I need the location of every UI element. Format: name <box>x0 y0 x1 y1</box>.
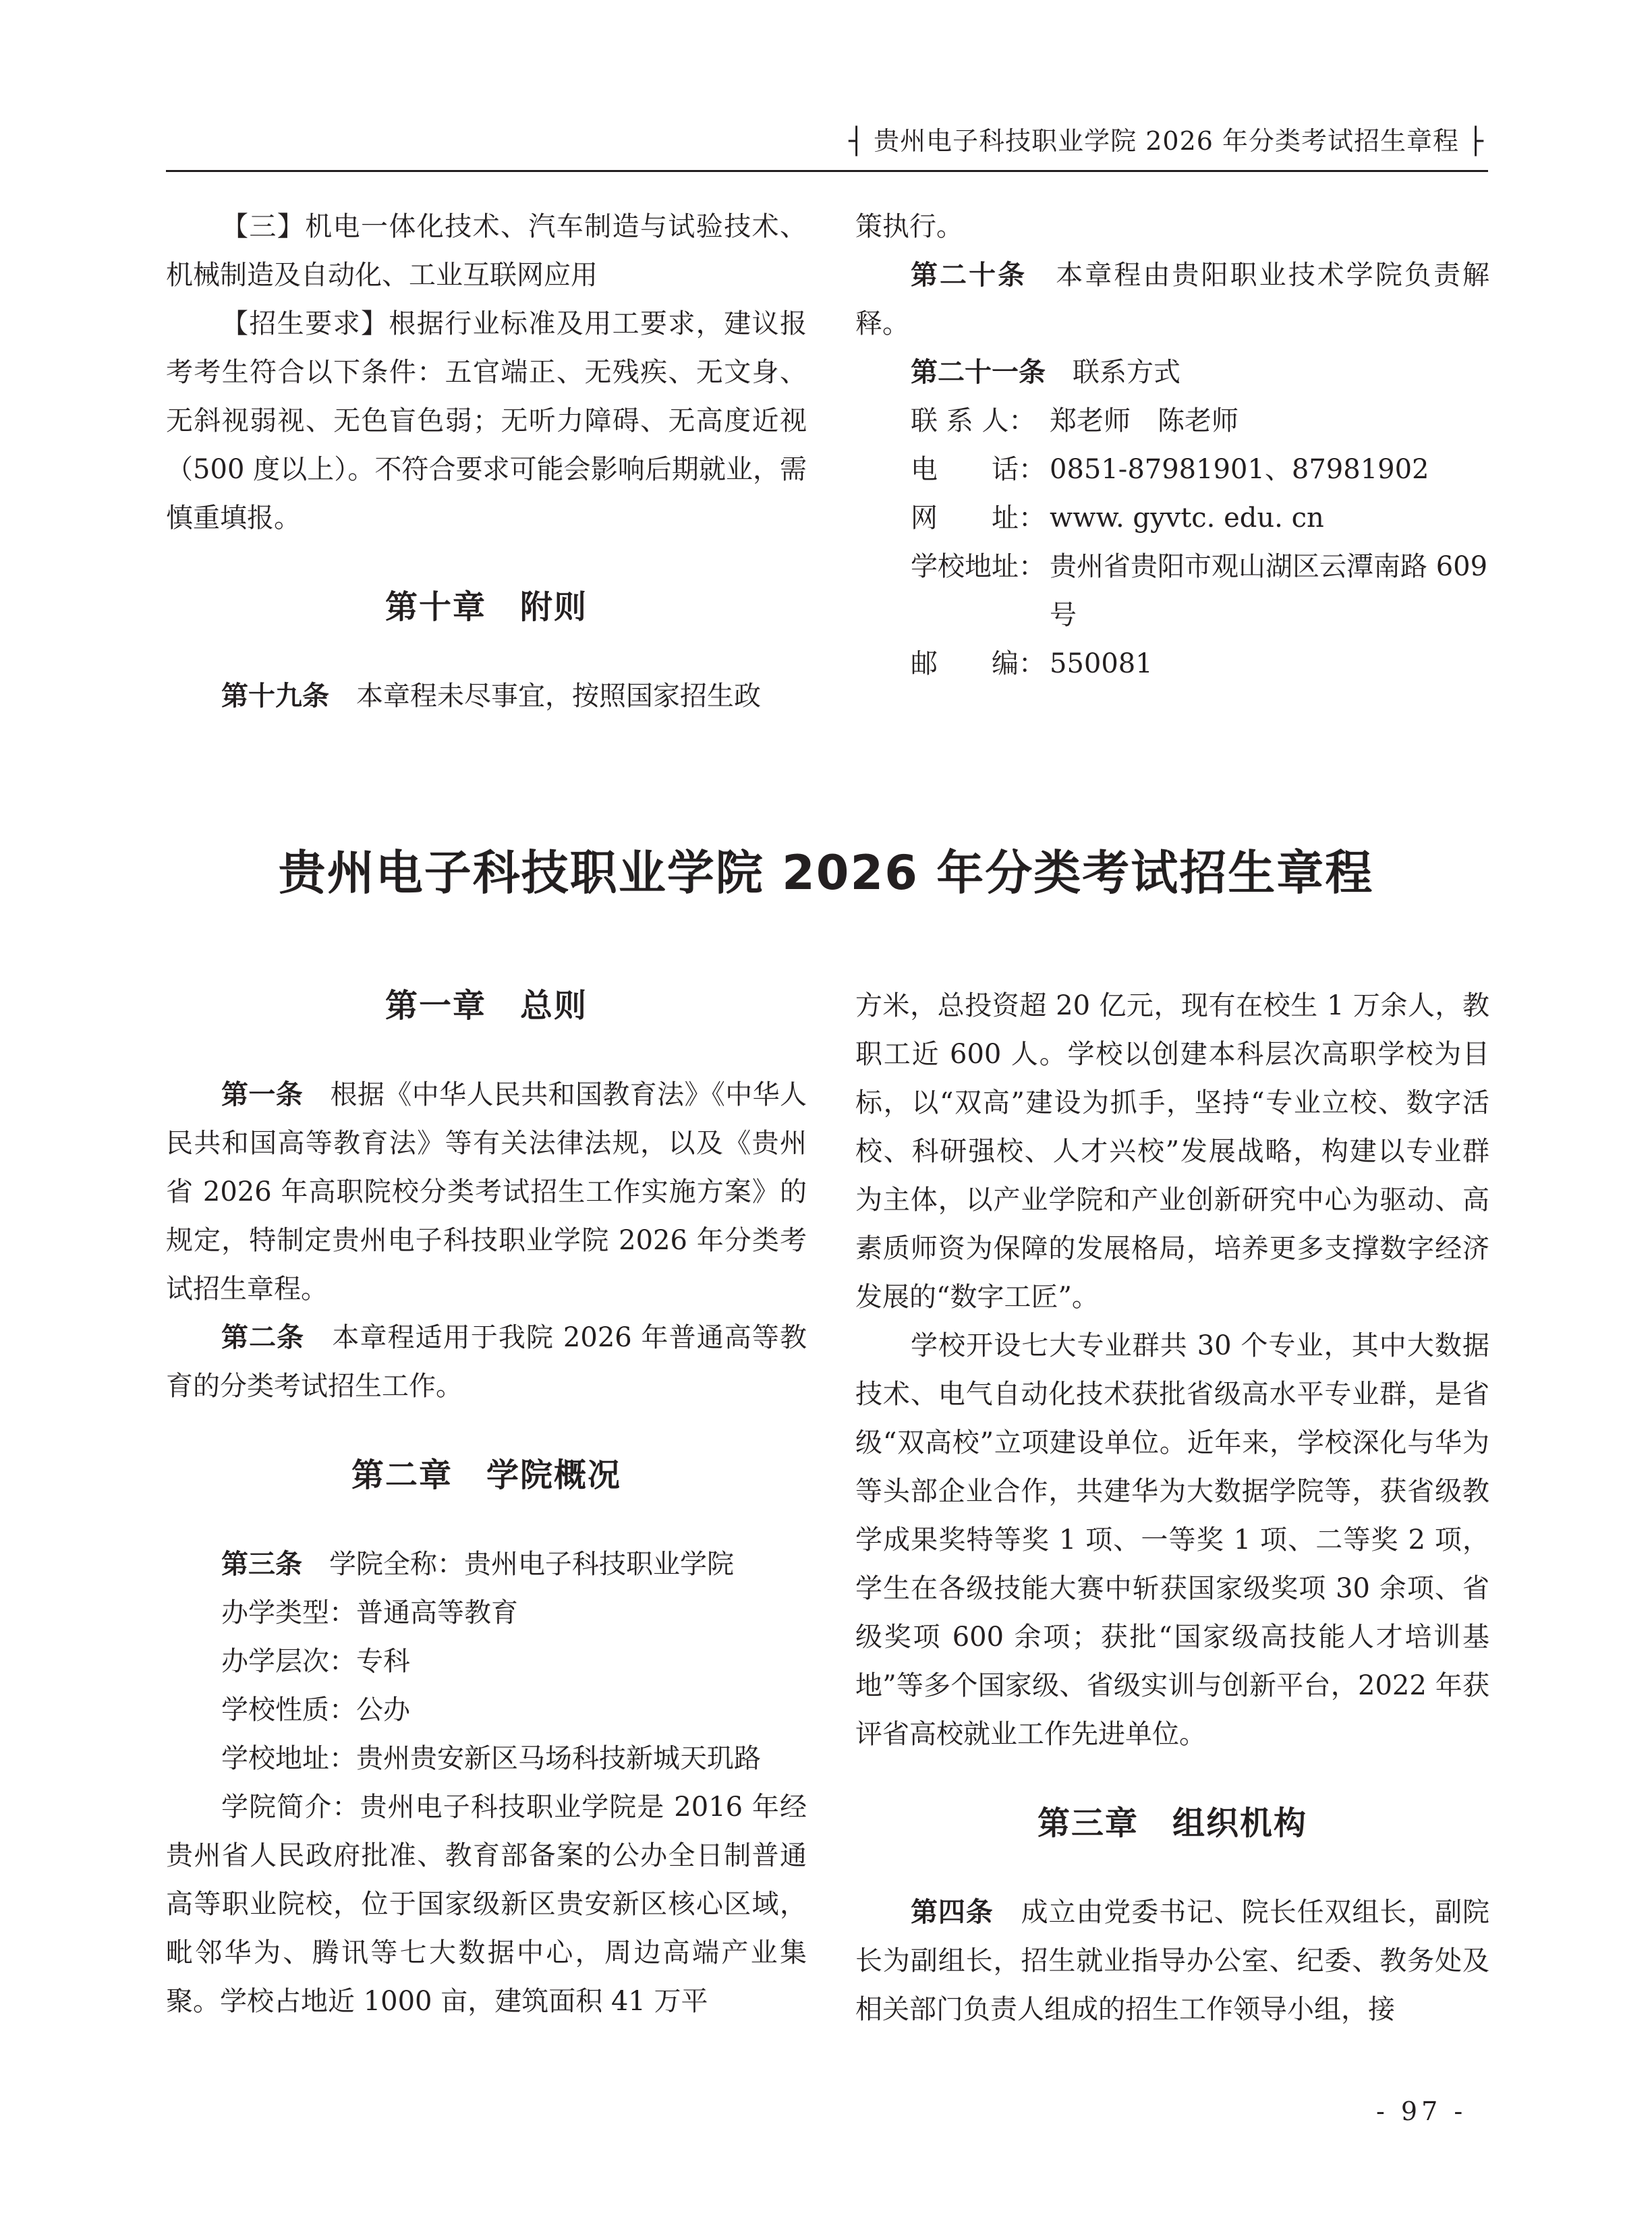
article4 <box>855 1888 1489 2034</box>
info-address: 学校地址：贵州贵安新区马场科技新城天玑路 <box>221 1743 761 1774</box>
contact-row <box>911 494 1489 542</box>
college-intro-cont: 方米，总投资超 20 亿元，现有在校生 1 万余人，教职工近 600 人。学校以创建本科层次高职学校为目标，以“双高”建设为抓手，坚持“专业立校、数字活校、科研强校、人才兴校”发展战略，构建以专业群为主体，以产业学院和产业创新研究中心为驱动、高素质师资为保障的发展格局，培养更多支撑数字经济发展的“数字工匠”。 <box>855 990 1489 1313</box>
chapter3-heading: 第三章 组织机构 <box>1037 1804 1307 1842</box>
info-nature: 学校性质：公办 <box>221 1694 410 1725</box>
running-title: 贵州电子科技职业学院 2026 年分类考试招生章程 <box>874 126 1460 156</box>
info-level: 办学层次：专科 <box>221 1646 410 1677</box>
page-number: - 97 - <box>1376 2096 1467 2126</box>
contact-value: 550081 <box>1050 648 1153 679</box>
info-school-type: 办学类型：普通高等教育 <box>221 1597 518 1628</box>
article21 <box>855 348 1489 397</box>
majors-paragraph: 学校开设七大专业群共 30 个专业，其中大数据技术、电气自动化技术获批省级高水平专业群，是省级“双高校”立项建设单位。近年来，学校深化与华为等头部企业合作，共建华为大数据学院等，获省级教学成果奖特等奖 1 项、一等奖 1 项、二等奖 2 项，学生在各级技能大赛中斩获国家级奖项 30 余项、省级奖项 600 余项；获批“国家级高技能人才培训基地”等多个国家级、省级实训与创新平台，2022 年获评省高校就业工作先进单位。 <box>855 1330 1489 1750</box>
contact-key: 学校地址： <box>911 551 1046 582</box>
header-rule <box>166 170 1488 172</box>
chapter1-heading: 第一章 总则 <box>384 987 588 1025</box>
article21-text: 联系方式 <box>1073 357 1180 388</box>
article3-text: 学院全称：贵州电子科技职业学院 <box>329 1549 734 1580</box>
article2-label: 第二条 <box>221 1322 305 1353</box>
prev-right-column <box>855 202 1489 688</box>
contact-key: 网 址： <box>911 503 1046 534</box>
contact-key: 联 系 人： <box>911 405 1036 436</box>
article19-label: 第十九条 <box>221 681 329 712</box>
article4-label: 第四条 <box>911 1897 994 1928</box>
contact-value: 贵州省贵阳市观山湖区云潭南路 609 号 <box>1050 551 1488 631</box>
contact-row <box>911 397 1489 445</box>
contact-row <box>911 542 1489 639</box>
prev-requirements: 【招生要求】根据行业标准及用工要求，建议报考考生符合以下条件：五官端正、无残疾、无文身、无斜视弱视、无色盲色弱；无听力障碍、无高度近视（500 度以上）。不符合要求可能会影响后期就业，需慎重填报。 <box>166 308 807 534</box>
contact-value: 郑老师 陈老师 <box>1050 405 1238 436</box>
header-right-bar: ├ <box>1468 126 1484 156</box>
article3 <box>166 1540 807 1589</box>
header-left-bar: ┤ <box>849 126 865 156</box>
article4-text: 成立由党委书记、院长任双组长，副院长为副组长，招生就业指导办公室、纪委、教务处及相关部门负责人组成的招生工作领导小组，接 <box>855 1897 1490 2025</box>
article20-label: 第二十条 <box>911 260 1027 291</box>
contact-key: 邮 编： <box>911 648 1046 679</box>
article1-text: 根据《中华人民共和国教育法》《中华人民共和国高等教育法》等有关法律法规，以及《贵州省 2026 年高职院校分类考试招生工作实施方案》的规定，特制定贵州电子科技职业学院 2026 年分类考试招生章程。 <box>166 1079 807 1305</box>
contact-row <box>911 445 1489 494</box>
article20 <box>855 251 1489 348</box>
prev-left-column <box>166 202 807 720</box>
article19-text: 本章程未尽事宜，按照国家招生政 <box>356 681 761 712</box>
document-title: 贵州电子科技职业学院 2026 年分类考试招生章程 <box>278 845 1374 901</box>
article19 <box>166 672 807 720</box>
article1 <box>166 1071 807 1313</box>
chapter10-heading: 第十章 附则 <box>384 588 588 626</box>
main-right-column <box>855 981 1489 2034</box>
contact-key: 电 话： <box>911 454 1046 485</box>
contact-value: www. gyvtc. edu. cn <box>1050 503 1324 534</box>
article20-text: 本章程由贵阳职业技术学院负责解释。 <box>855 260 1490 339</box>
article1-label: 第一条 <box>221 1079 304 1110</box>
running-header <box>0 120 1484 157</box>
article19-cont: 策执行。 <box>855 211 963 242</box>
article2-text: 本章程适用于我院 2026 年普通高等教育的分类考试招生工作。 <box>166 1322 807 1402</box>
college-intro: 学院简介：贵州电子科技职业学院是 2016 年经贵州省人民政府批准、教育部备案的公办全日制普通高等职业院校，位于国家级新区贵安新区核心区域，毗邻华为、腾讯等七大数据中心，周边高端产业集聚。学校占地近 1000 亩，建筑面积 41 万平 <box>166 1792 807 2017</box>
main-left-column <box>166 981 807 2026</box>
prev-major-group: 【三】机电一体化技术、汽车制造与试验技术、机械制造及自动化、工业互联网应用 <box>166 211 807 291</box>
chapter2-heading: 第二章 学院概况 <box>351 1456 621 1494</box>
article21-label: 第二十一条 <box>911 357 1046 388</box>
contact-row <box>911 639 1489 688</box>
article3-label: 第三条 <box>221 1549 302 1580</box>
contact-value: 0851-87981901、87981902 <box>1050 454 1429 485</box>
contact-list <box>855 397 1489 688</box>
article2 <box>166 1313 807 1410</box>
